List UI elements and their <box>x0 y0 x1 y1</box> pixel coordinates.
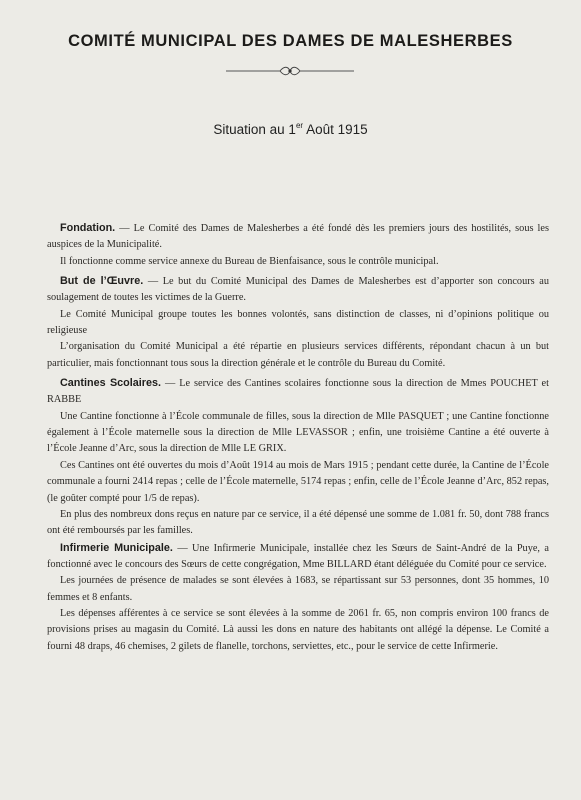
subtitle-suffix: Août 1915 <box>303 122 368 137</box>
decorative-divider-icon <box>224 64 356 78</box>
subtitle-prefix: Situation au 1 <box>213 122 296 137</box>
paragraph: Il fonctionne comme service annexe du Bureau de Bienfaisance, sous le contrôle municipal. <box>60 255 439 267</box>
paragraph: Ces Cantines ont été ouvertes du mois d’Août 1914 au mois de Mars 1915 ; pendant cette durée, la Cantine de l’École communale a fourni 2414 repas ; celle de l’École maternelle, 5174 repas ; enfin, celle de l’École Jeanne d’Arc, 852 repas, (le goûter compté pour 1/5 de repas). <box>47 459 549 504</box>
section-paragraph <box>47 273 549 307</box>
section-heading: Cantines Scolaires. <box>60 377 161 390</box>
paragraph: En plus des nombreux dons reçus en nature par ce service, il a été dépensé une somme de 1.081 fr. 50, dont 788 francs ont été remboursés par les familles. <box>47 508 549 537</box>
section-heading: Fondation. <box>60 222 116 234</box>
subtitle-superscript: er <box>295 121 304 130</box>
paragraph: Les dépenses afférentes à ce service se sont élevées à la somme de 2061 fr. 65, non compris environ 100 francs de provisions prises au magasin du Comité. Là aussi les dons en nature des habitants ont allégé la dépense. Le Comité a fourni 48 draps, 46 chemises, 2 gilets de flanelle, torchons, serviettes, etc., pour le service de cette Infirmerie. <box>47 607 549 652</box>
section-text: — Le Comité des Dames de Malesherbes a été fondé dès les premiers jours des hostilités, sous les auspices de la Municipalité. <box>47 223 549 251</box>
section-paragraph <box>47 375 549 409</box>
section-text: — Le but du Comité Municipal des Dames de Malesherbes est d’apporter son concours au soulagement de toutes les victimes de la Guerre. <box>47 276 549 304</box>
paragraph: Une Cantine fonctionne à l’École communale de filles, sous la direction de Mlle PASQUET ; une Cantine fonctionne également à l’École maternelle sous la direction de Mlle LEVASSOR ; enfin, une troisième Cantine a été ouverte à l’École Jeanne d’Arc, sous la direction de Mlle LE GRIX. <box>47 410 549 455</box>
document-body <box>47 217 549 655</box>
section-heading: Infirmerie Municipale. <box>60 541 173 554</box>
section-paragraph <box>47 540 549 574</box>
section-text: — Le service des Cantines scolaires fonctionne sous la direction de Mmes POUCHET et RABBE <box>47 378 549 406</box>
paragraph: Les journées de présence de malades se sont élevées à 1683, se répartissant sur 53 personnes, dont 35 hommes, 10 femmes et 8 enfants. <box>47 575 549 603</box>
document-subtitle <box>0 121 581 137</box>
section-heading: But de l’Œuvre. <box>60 275 144 288</box>
section-text: — Une Infirmerie Municipale, installée chez les Sœurs de Saint-André de la Puye, a fonctionné avec le concours des Sœurs de cette congrégation, Mme BILLARD étant déléguée du Comité pour ce service. <box>47 542 550 570</box>
section-paragraph <box>47 220 549 254</box>
paragraph: L’organisation du Comité Municipal a été répartie en plusieurs services différents, répondant chacun à un but particulier, mais fonctionnant tous sous la direction générale et le contrôle du Bureau du Comité. <box>47 341 549 369</box>
document-title: COMITÉ MUNICIPAL DES DAMES DE MALESHERBES <box>68 32 513 50</box>
paragraph: Le Comité Municipal groupe toutes les bonnes volontés, sans distinction de classes, ni d’opinions politique ou religieuse <box>47 308 549 337</box>
